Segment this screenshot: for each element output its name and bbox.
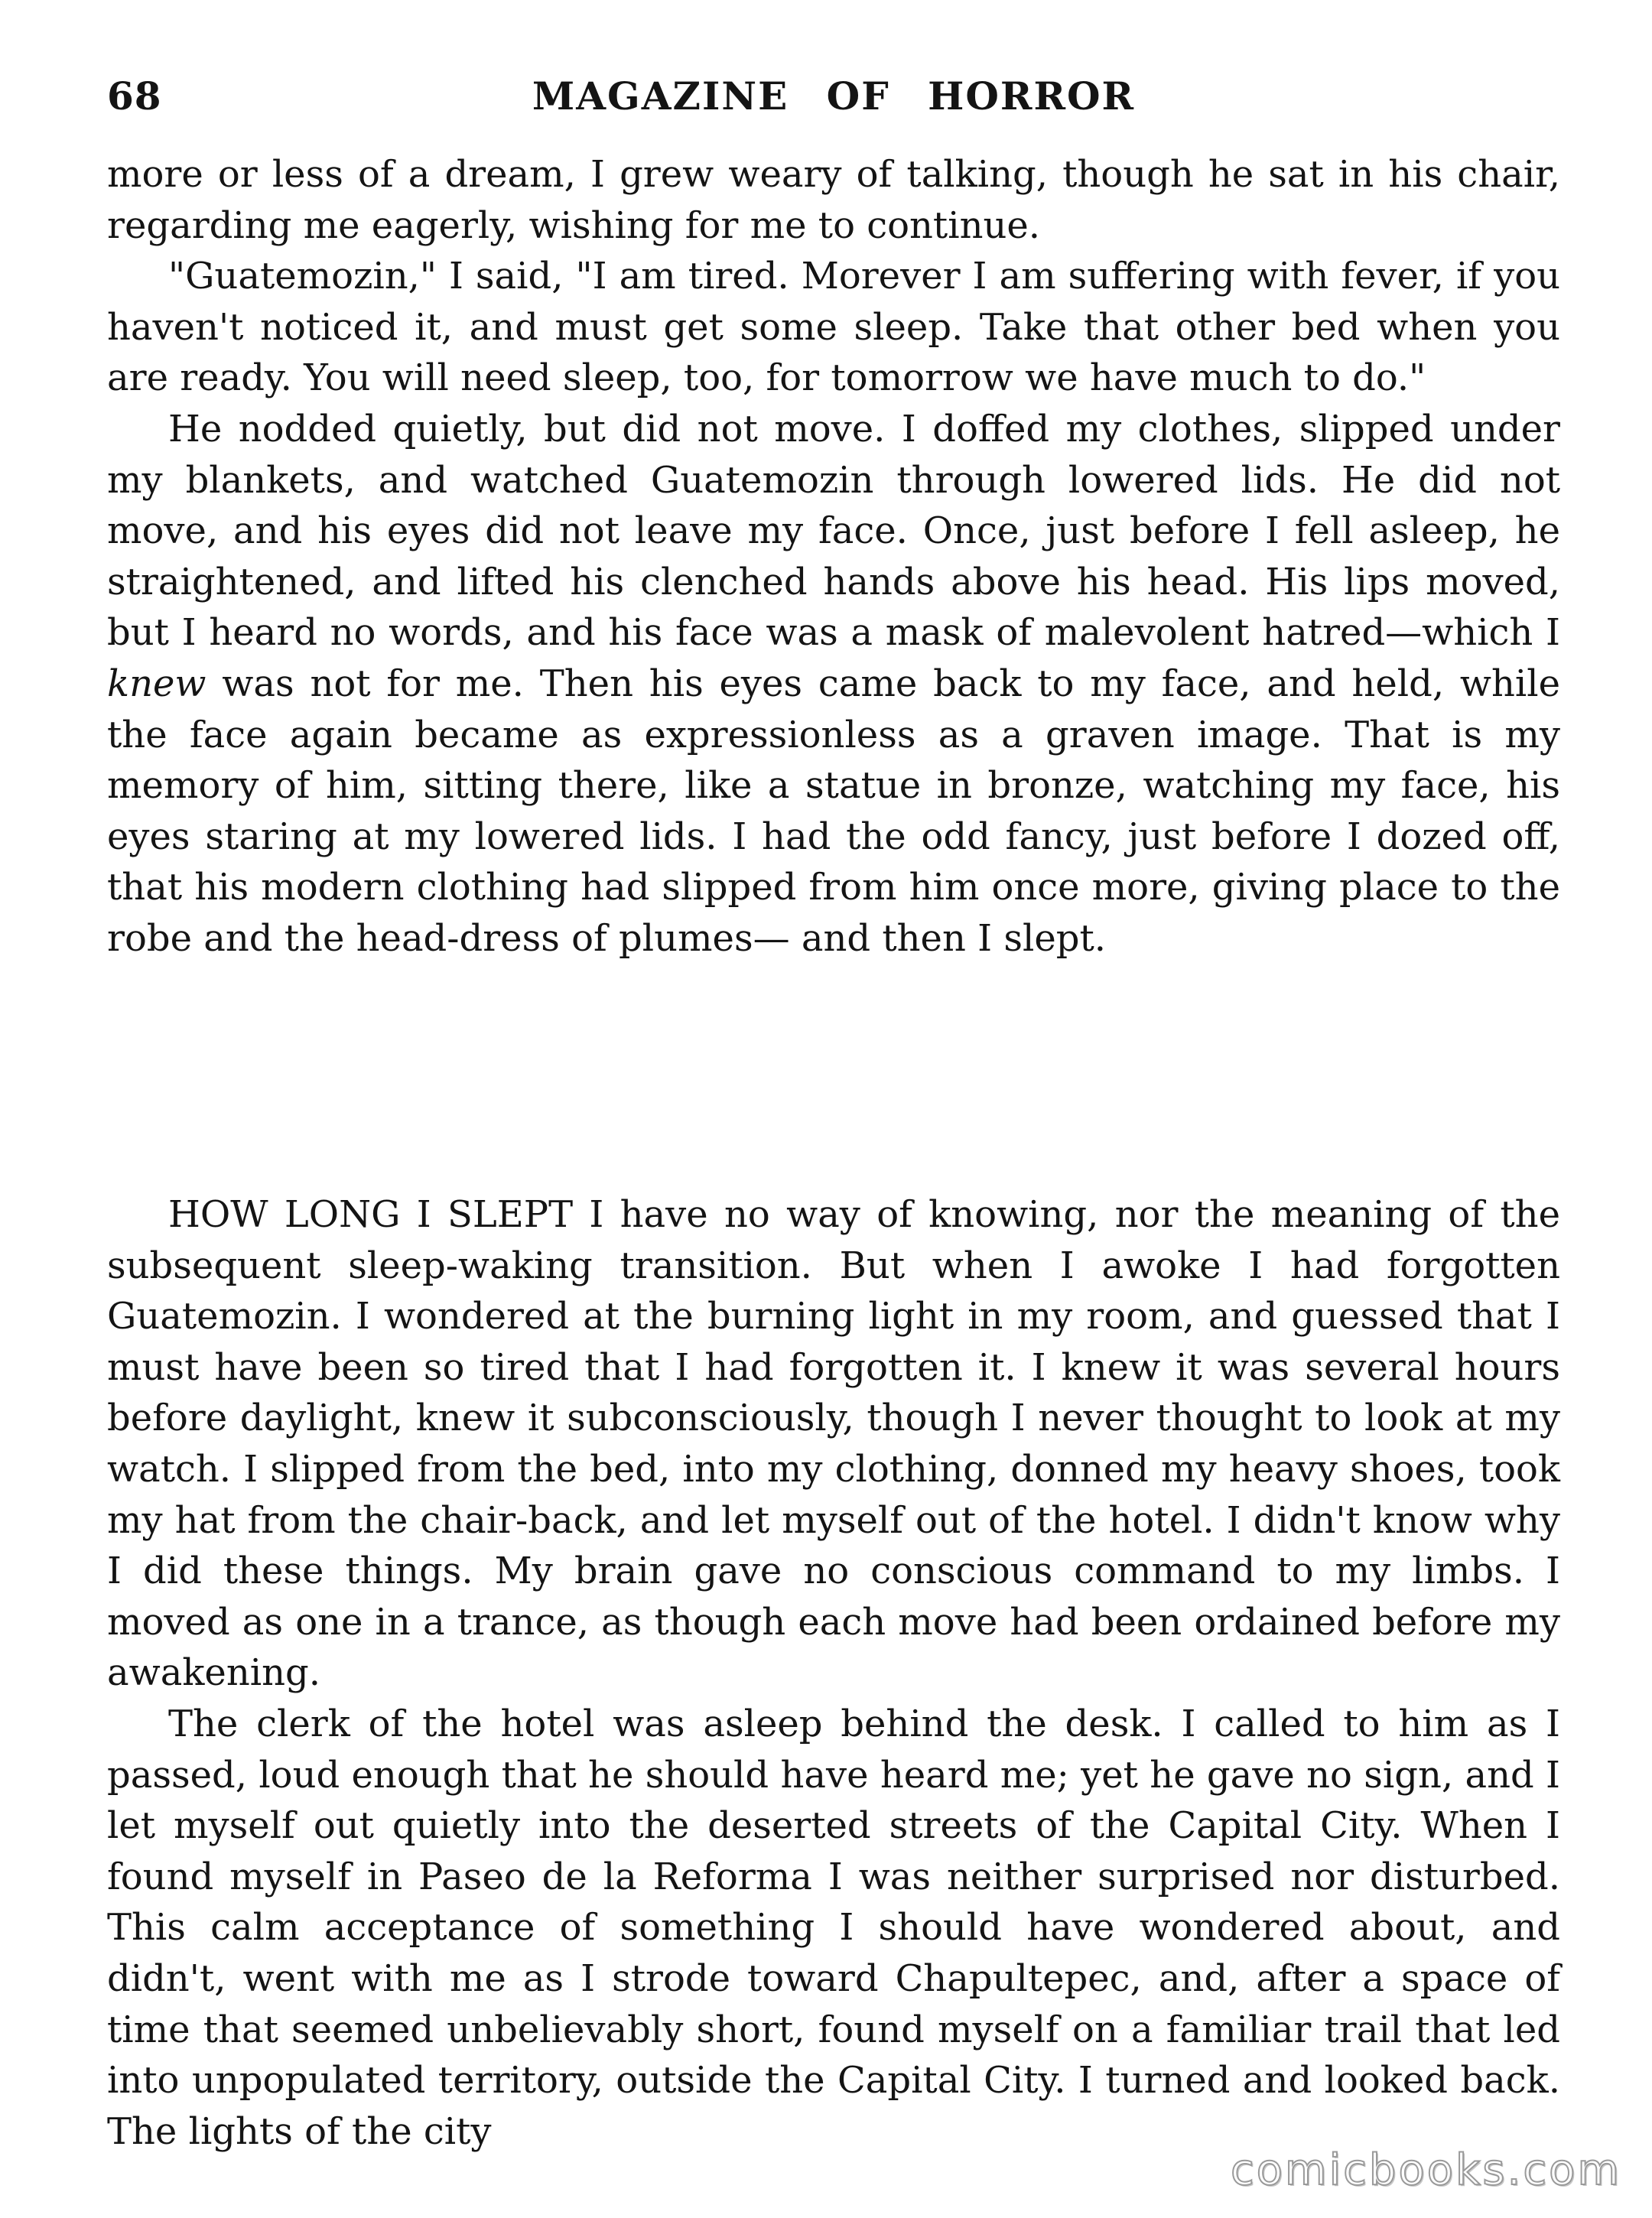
paragraph: "Guatemozin," I said, "I am tired. Morever I am suffering with fever, if you haven't noticed it, and must get some sleep. Take that other bed when you are ready. You will need sleep, too, for tomorrow we have much to do." [107,255,1560,400]
text-block-bottom [107,1189,1560,2157]
paragraph [107,404,1560,964]
paragraph: HOW LONG I SLEPT I have no way of knowing, nor the meaning of the subsequent sleep-waking transition. But when I awoke I had forgotten Guatemozin. I wondered at the burning light in my room, and guessed that I must have been so tired that I had forgotten it. I knew it was several hours before daylight, knew it subconsciously, though I never thought to look at my watch. I slipped from the bed, into my clothing, donned my heavy shoes, took my hat from the chair-back, and let myself out of the hotel. I didn't know why I did these things. My brain gave no conscious command to my limbs. I moved as one in a trance, as though each move had been ordained before my awakening. [107,1193,1560,1695]
page-number: 68 [107,73,162,119]
paragraph: The clerk of the hotel was asleep behind the desk. I called to him as I passed, loud enough that he should have heard me; yet he gave no sign, and I let myself out quietly into the deserted streets of the Capital City. When I found myself in Paseo de la Reforma I was neither surprised nor disturbed. This calm acceptance of something I should have wondered about, and didn't, went with me as I strode toward Chapultepec, and, after a space of time that seemed unbelievably short, found myself on a familiar trail that led into unpopulated territory, outside the Capital City. I turned and looked back. The lights of the city [107,1702,1560,2153]
text-block-top [107,149,1560,964]
paragraph-text: He nodded quietly, but did not move. I doffed my clothes, slipped under my blankets, and watched Guatemozin through lowered lids. He did not move, and his eyes did not leave my face. Once, just before I fell asleep, he straightened, and lifted his clenched hands above his head. His lips moved, but I heard no words, and his face was a mask of malevolent hatred—which I [107,407,1560,655]
paragraph-text: was not for me. Then his eyes came back to my face, and held, while the face again became as expressionless as a graven image. That is my memory of him, sitting there, like a statue in bronze, watching my face, his eyes staring at my lowered lids. I had the odd fancy, just before I dozed off, that his modern clothing had slipped from him once more, giving place to the robe and the head-dress of plumes— and then I slept. [107,662,1560,960]
emphasized-word: knew [107,662,206,705]
watermark: comicbooks.com [1230,2145,1621,2195]
running-title: MAGAZINE OF HORROR [532,73,1136,119]
page-header [107,73,1560,127]
paragraph: more or less of a dream, I grew weary of talking, though he sat in his chair, regarding me eagerly, wishing for me to continue. [107,153,1560,247]
